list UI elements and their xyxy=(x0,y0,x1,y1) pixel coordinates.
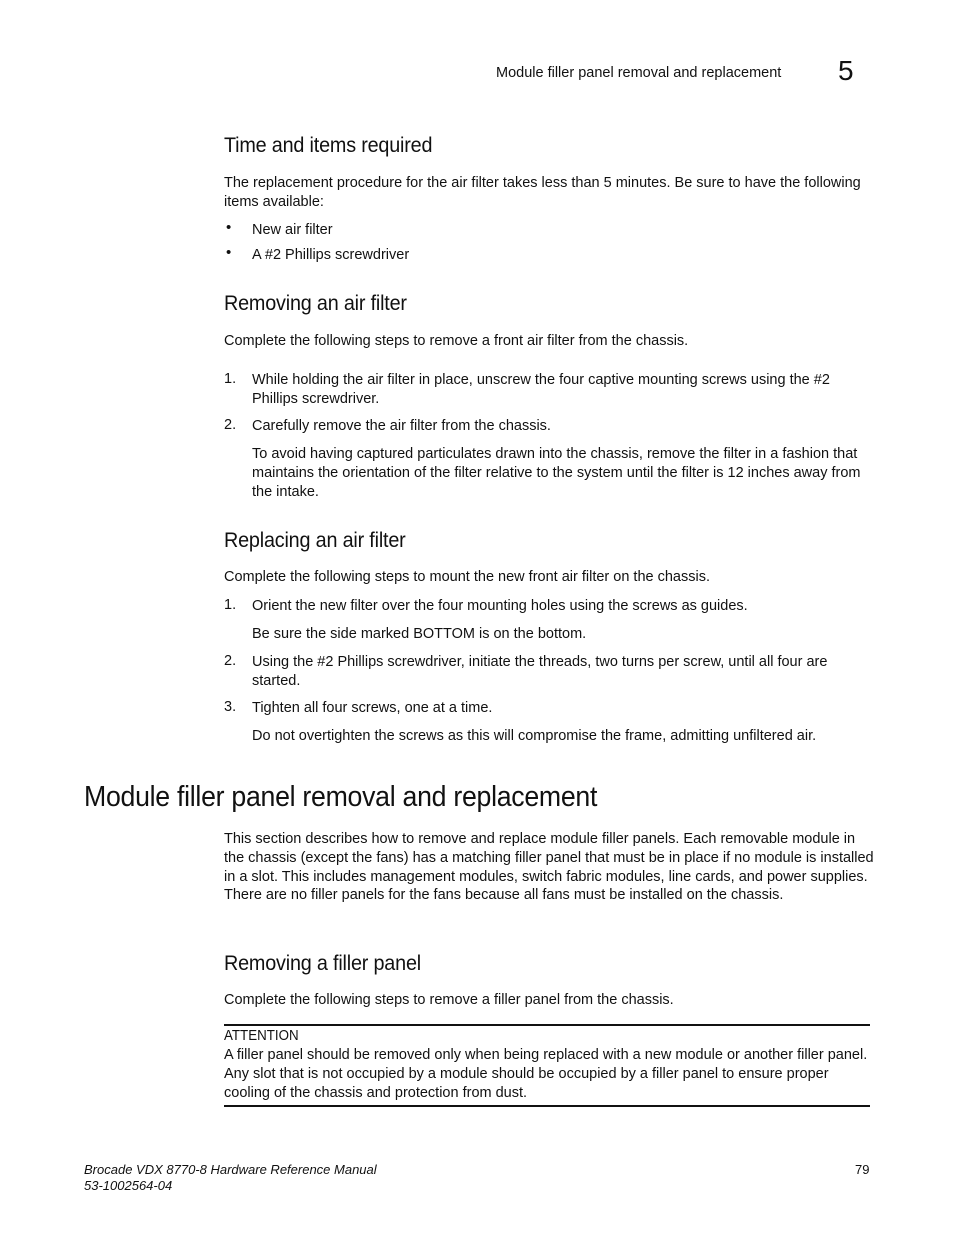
footer-page-number: 79 xyxy=(855,1162,870,1177)
step-text: Tighten all four screws, one at a time. xyxy=(252,700,493,716)
step-note: To avoid having captured particulates drawn into the chassis, remove the filter in a fashion that maintains the orientation of the filter relative to the system until the filter is 12 inches away from the intake. xyxy=(252,446,861,500)
step-text: Orient the new filter over the four mounting holes using the screws as guides. xyxy=(252,598,748,614)
step-number: 1. xyxy=(224,371,237,387)
heading-replacing-filter: Replacing an air filter xyxy=(224,528,406,552)
running-header-title: Module filler panel removal and replacement xyxy=(496,65,782,81)
module-section-intro: This section describes how to remove and replace module filler panels. Each removable module in the chassis (except the fans) has a matching filler panel that must be in place if no module is installed in a slot. This includes management modules, switch fabric modules, line cards, and power supplies. There are no filler panels for the fans because all fans must be installed on the chassis. xyxy=(224,831,874,904)
step-number: 3. xyxy=(224,699,237,715)
chapter-number: 5 xyxy=(838,55,854,86)
replacing-filter-intro: Complete the following steps to mount the new front air filter on the chassis. xyxy=(224,569,710,585)
attention-label: ATTENTION xyxy=(224,1028,299,1044)
footer-doc-number: 53-1002564-04 xyxy=(84,1178,173,1193)
removing-panel-intro: Complete the following steps to remove a filler panel from the chassis. xyxy=(224,992,674,1008)
attention-top-rule xyxy=(224,1024,870,1026)
heading-removing-panel: Removing a filler panel xyxy=(224,951,421,975)
heading-module-filler-section: Module filler panel removal and replacement xyxy=(84,781,598,813)
step-number: 2. xyxy=(224,653,237,669)
step-number: 1. xyxy=(224,597,237,613)
heading-time-items: Time and items required xyxy=(224,133,433,157)
step-number: 2. xyxy=(224,417,237,433)
step-text: While holding the air filter in place, unscrew the four captive mounting screws using the #2 Phillips screwdriver. xyxy=(252,372,830,407)
bullet-marker: • xyxy=(226,219,232,236)
attention-text: A filler panel should be removed only when being replaced with a new module or another filler panel. Any slot that is not occupied by a module should be occupied by a filler panel to ensure proper cooling of the chassis and protection from dust. xyxy=(224,1047,868,1101)
heading-removing-filter: Removing an air filter xyxy=(224,291,407,315)
bullet-item: A #2 Phillips screwdriver xyxy=(252,247,410,263)
bullet-item: New air filter xyxy=(252,222,333,238)
bullet-marker: • xyxy=(226,244,232,261)
step-text: Using the #2 Phillips screwdriver, initiate the threads, two turns per screw, until all four are started. xyxy=(252,654,828,689)
removing-filter-intro: Complete the following steps to remove a front air filter from the chassis. xyxy=(224,333,689,349)
step-note: Do not overtighten the screws as this will compromise the frame, admitting unfiltered air. xyxy=(252,728,817,744)
step-note: Be sure the side marked BOTTOM is on the bottom. xyxy=(252,626,587,642)
footer-manual-title: Brocade VDX 8770-8 Hardware Reference Manual xyxy=(84,1162,377,1177)
time-items-intro: The replacement procedure for the air filter takes less than 5 minutes. Be sure to have the following items available: xyxy=(224,175,861,210)
step-text: Carefully remove the air filter from the chassis. xyxy=(252,418,551,434)
attention-bottom-rule xyxy=(224,1105,870,1107)
